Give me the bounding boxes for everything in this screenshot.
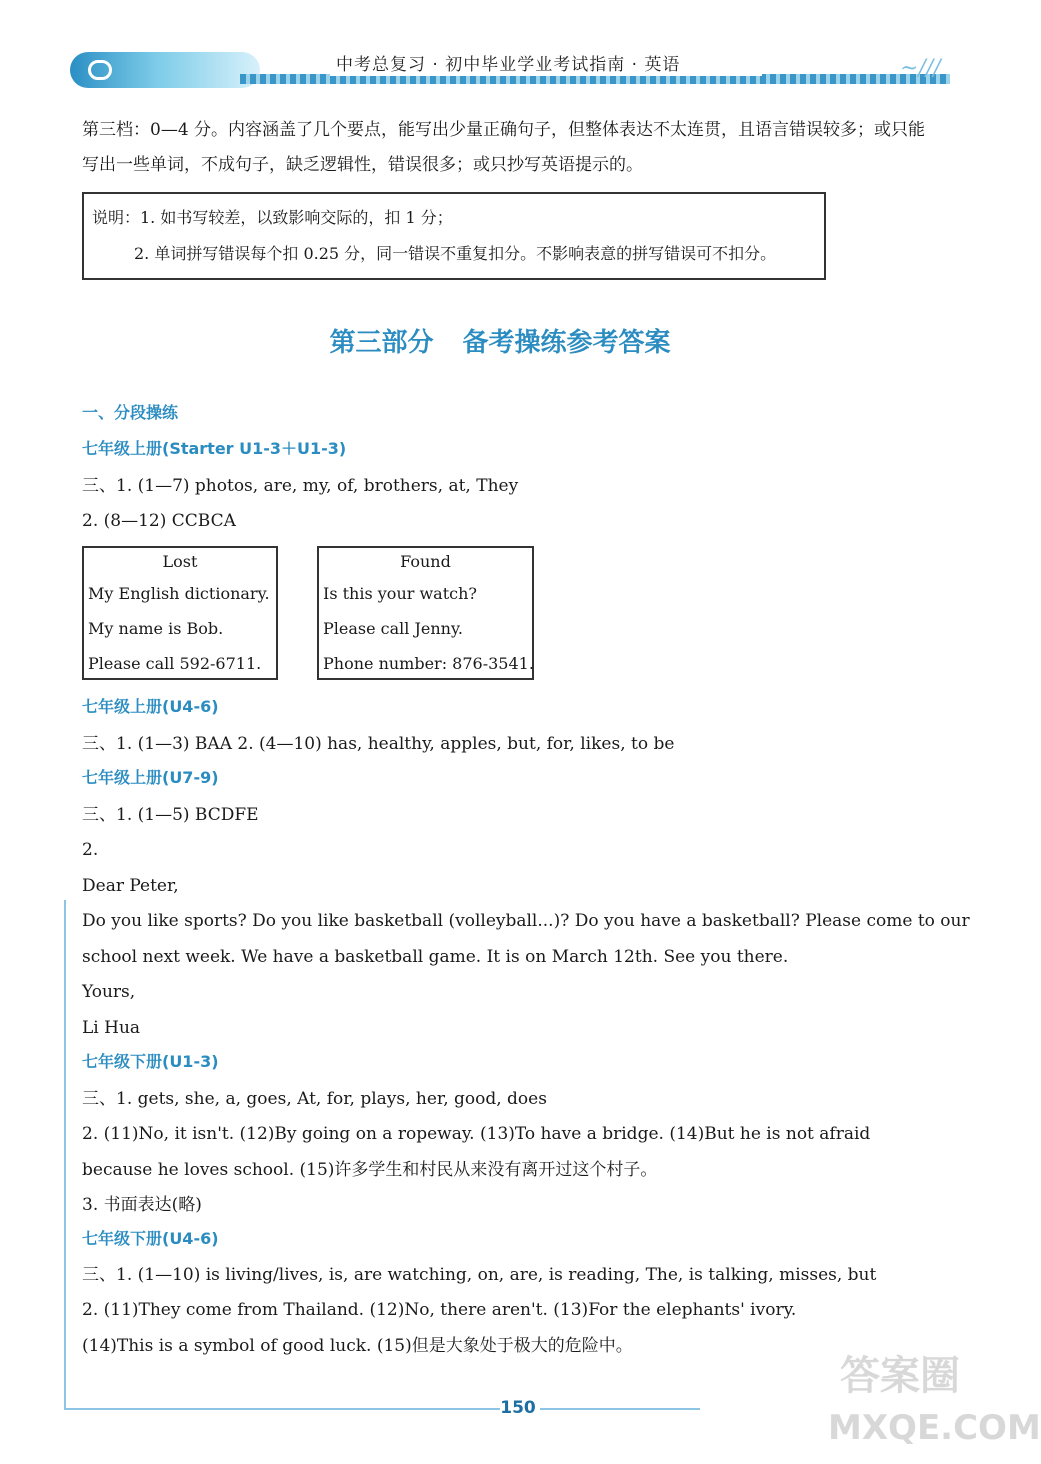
part-title — [0, 326, 1000, 360]
found-card-title: Found — [400, 552, 451, 571]
found-card-row: Phone number: 876-3541. — [323, 654, 534, 673]
note-line-2: 2. 单词拼写错误每个扣 0.25 分，同一错误不重复扣分。不影响表意的拼写错误可不扣分。 — [134, 244, 777, 263]
margin-rule — [64, 900, 66, 1410]
found-card-row: Please call Jenny. — [323, 619, 463, 638]
subsection-heading-7a-u4-6: 七年级上册(U4-6) — [82, 697, 219, 716]
letter-line: Yours, — [82, 982, 136, 1002]
answer-line: 三、1. (1—7) photos, are, my, of, brothers, at, They — [82, 476, 519, 496]
lost-card-row: My English dictionary. — [88, 584, 270, 603]
intro-line-2: 写出一些单词，不成句子，缺乏逻辑性，错误很多；或只抄写英语提示的。 — [82, 155, 643, 175]
letter-line: Li Hua — [82, 1018, 141, 1038]
header-title: 中考总复习 · 初中毕业学业考试指南 · 英语 — [330, 54, 762, 76]
header-deco-icon: ~/// — [900, 56, 941, 81]
answer-line: 2. (11)They come from Thailand. (12)No, there aren't. (13)For the elephants' ivory. — [82, 1300, 797, 1320]
subsection-heading-7b-u1-3: 七年级下册(U1-3) — [82, 1052, 219, 1071]
found-card-row: Is this your watch? — [323, 584, 477, 603]
answer-line: 三、1. (1—5) BCDFE — [82, 805, 259, 825]
letter-line: school next week. We have a basketball game. It is on March 12th. See you there. — [82, 947, 789, 967]
answer-line: 2. (11)No, it isn't. (12)By going on a ropeway. (13)To have a bridge. (14)But he is not afraid — [82, 1124, 871, 1144]
lost-card-title: Lost — [162, 552, 198, 571]
answer-line: 2. (8—12) CCBCA — [82, 511, 236, 531]
found-card — [317, 546, 534, 680]
subsection-heading-7a-u7-9: 七年级上册(U7-9) — [82, 768, 219, 787]
letter-line: Dear Peter, — [82, 876, 179, 896]
answer-line: 三、1. gets, she, a, goes, At, for, plays, her, good, does — [82, 1089, 547, 1109]
answer-line: 3. 书面表达(略) — [82, 1195, 202, 1215]
answer-line: 2. — [82, 840, 99, 860]
watermark-logo: 答案圈 — [840, 1353, 960, 1399]
subsection-heading-7b-u4-6: 七年级下册(U4-6) — [82, 1229, 219, 1248]
section-heading: 一、分段操练 — [82, 403, 179, 422]
watermark-url: MXQE.COM — [828, 1408, 1041, 1448]
header-decor-icon — [88, 60, 112, 80]
answer-line: 三、1. (1—10) is living/lives, is, are watching, on, are, is reading, The, is talking, misses, but — [82, 1265, 877, 1285]
footer-rule — [540, 1408, 700, 1410]
page-number: 150 — [500, 1398, 536, 1418]
intro-line-1: 第三档：0—4 分。内容涵盖了几个要点，能写出少量正确句子，但整体表达不太连贯，且语言错误较多；或只能 — [82, 120, 926, 140]
footer-rule — [64, 1408, 500, 1410]
answer-line: (14)This is a symbol of good luck. (15)但是大象处于极大的危险中。 — [82, 1336, 633, 1356]
letter-line: Do you like sports? Do you like basketball (volleyball...)? Do you have a basketball? Please come to our — [82, 911, 970, 931]
part-name: 备考操练参考答案 — [462, 328, 671, 358]
note-line-1: 说明：1. 如书写较差，以致影响交际的，扣 1 分； — [92, 208, 453, 227]
lost-card — [82, 546, 278, 680]
subsection-heading-7a-starter: 七年级上册(Starter U1-3＋U1-3) — [82, 439, 347, 458]
lost-card-row: My name is Bob. — [88, 619, 224, 638]
part-number: 第三部分 — [329, 328, 434, 358]
answer-line: because he loves school. (15)许多学生和村民从来没有离开过这个村子。 — [82, 1160, 658, 1180]
lost-card-row: Please call 592-6711. — [88, 654, 262, 673]
answer-line: 三、1. (1—3) BAA 2. (4—10) has, healthy, apples, but, for, likes, to be — [82, 734, 675, 754]
